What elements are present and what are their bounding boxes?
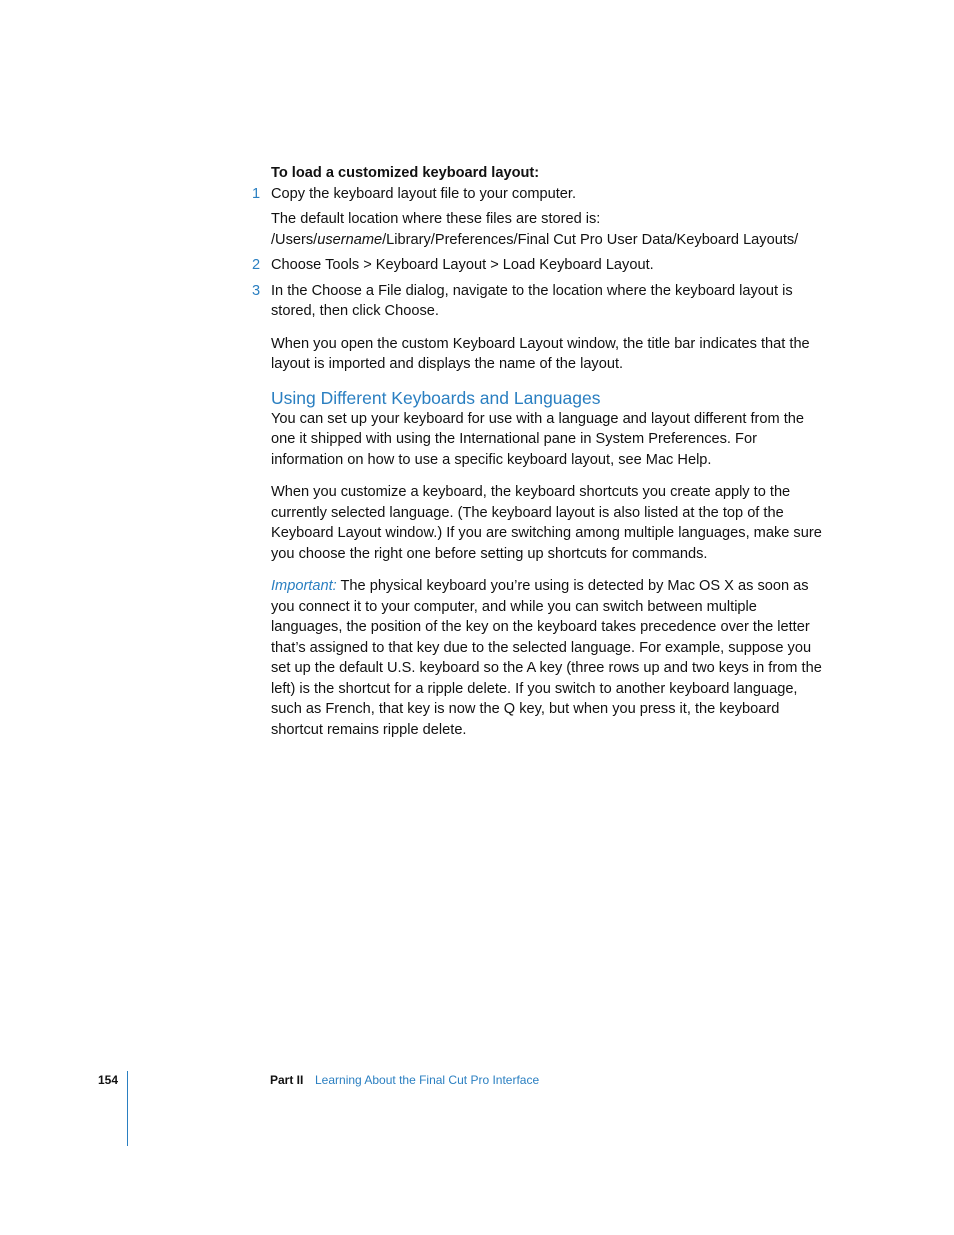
important-text: The physical keyboard you’re using is detected by Mac OS X as soon as you connect it to your computer, and while you can switch between multiple languages, the position of the key on the keyboard takes precedence over the letter that’s assigned to that key due to the selected language. For example, suppose you set up the default U.S. keyboard so the A key (three rows up and two keys in from the left) is the shortcut for a ripple delete. If you switch to another keyboard language, such as French, that key is now the Q key, but when you press it, the keyboard shortcut remains ripple delete.	[271, 578, 822, 738]
important-note	[271, 576, 831, 740]
step-number: 3	[252, 282, 261, 299]
step-text: In the Choose a File dialog, navigate to the location where the keyboard layout is stored, then click Choose.	[271, 282, 793, 319]
footer-part-label: Part II	[270, 1073, 304, 1087]
step-text: Copy the keyboard layout file to your computer.	[271, 185, 577, 202]
step-number: 2	[252, 257, 261, 273]
after-steps-paragraph: When you open the custom Keyboard Layout window, the title bar indicates that the layout is imported and displays the name of the layout.	[271, 335, 810, 372]
important-label: Important:	[271, 578, 337, 594]
section-paragraph-2: When you customize a keyboard, the keyboard shortcuts you create apply to the currently selected language. (The keyboard layout is also listed at the top of the Keyboard Layout window.) If you are switching among multiple languages, make sure you choose the right one before setting up shortcuts for commands.	[271, 484, 822, 562]
default-location-path	[271, 230, 831, 251]
step-2	[252, 255, 831, 276]
step-1	[252, 184, 831, 205]
step-3	[252, 281, 831, 322]
section-paragraph-1: You can set up your keyboard for use with a language and layout different from the one it shipped with using the International pane in System Preferences. For information on how to use a specific keyboard layout, see Mac Help.	[271, 410, 805, 468]
section-title: Using Different Keyboards and Languages	[271, 387, 601, 408]
path-prefix: /Users/	[271, 231, 318, 248]
path-user: username	[317, 231, 383, 248]
default-location-intro: The default location where these files are stored is:	[271, 211, 601, 227]
path-suffix: /Library/Preferences/Final Cut Pro User Data/Keyboard Layouts/	[382, 231, 799, 248]
page-number: 154	[98, 1073, 119, 1087]
page-content	[252, 163, 831, 740]
step-text: Choose Tools > Keyboard Layout > Load Keyboard Layout.	[271, 257, 654, 273]
footer-part-title[interactable]: Learning About the Final Cut Pro Interface	[315, 1073, 540, 1087]
step-number: 1	[252, 185, 261, 202]
task-heading: To load a customized keyboard layout:	[271, 165, 540, 181]
footer-divider	[127, 1071, 128, 1146]
